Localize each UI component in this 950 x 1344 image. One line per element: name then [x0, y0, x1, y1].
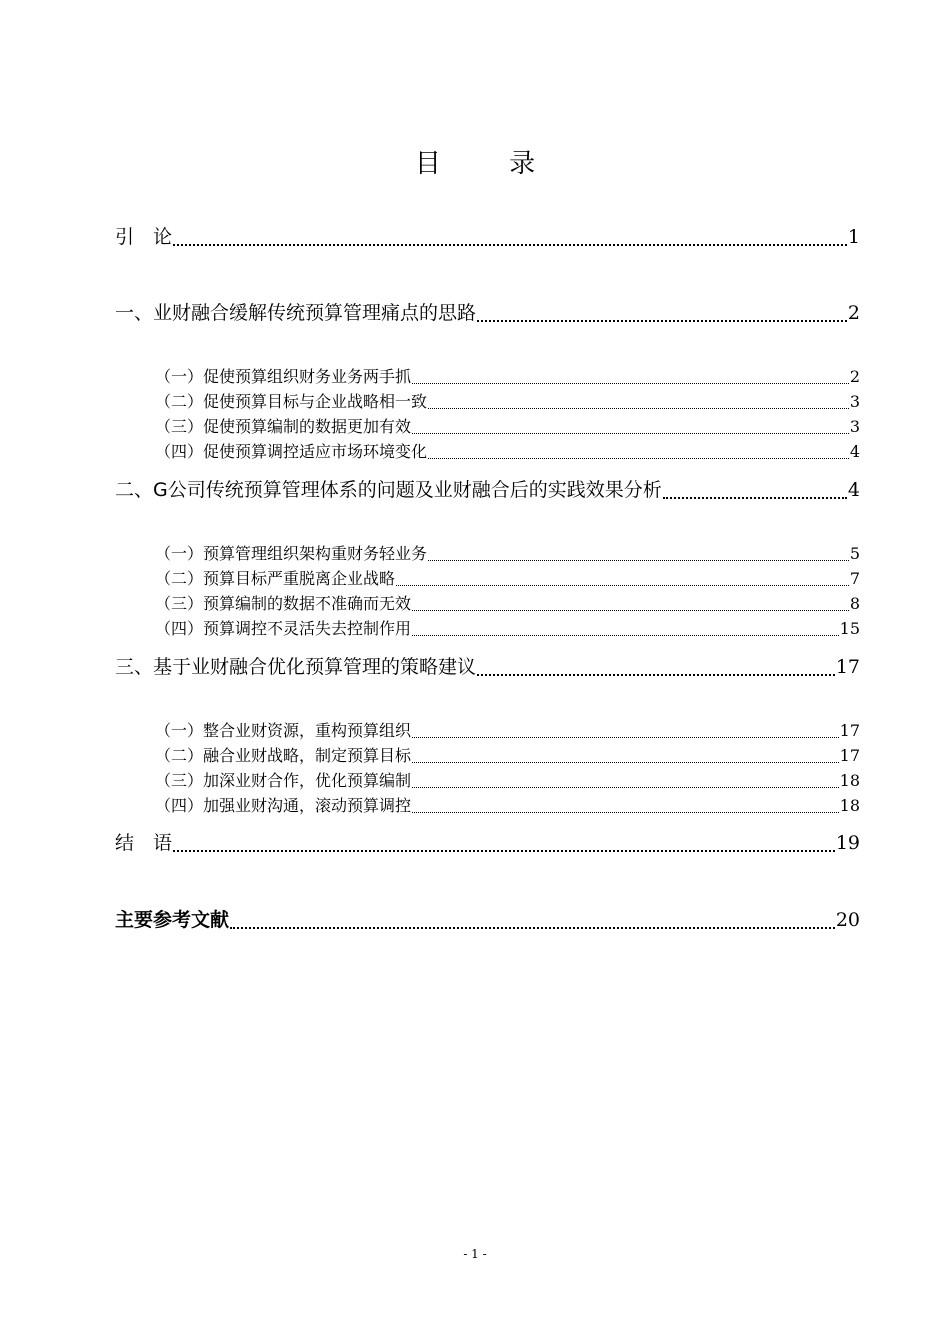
- toc-entry-introduction[interactable]: [115, 222, 860, 252]
- toc-leader-dots: [477, 674, 835, 676]
- toc-leader-dots: [230, 927, 835, 929]
- toc-entry-page: 18: [839, 771, 860, 790]
- toc-entry-label: （二）促使预算目标与企业战略相一致: [155, 392, 428, 411]
- toc-entry-page: 18: [839, 796, 860, 815]
- toc-leader-dots: [412, 737, 839, 738]
- toc-entry-label: （三）促使预算编制的数据更加有效: [155, 417, 412, 436]
- toc-leader-dots: [173, 850, 835, 852]
- toc-entry-section-3-4[interactable]: [115, 794, 860, 818]
- toc-entry-label: （三）加深业财合作，优化预算编制: [155, 771, 412, 790]
- toc-entry-label: （四）加强业财沟通，滚动预算调控: [155, 796, 412, 815]
- toc-title: 目 录: [414, 149, 566, 179]
- toc-entry-page: 15: [839, 619, 860, 638]
- toc-entry-page: 5: [849, 544, 860, 563]
- toc-entry-page: 17: [835, 656, 860, 678]
- toc-entry-label: （一）整合业财资源，重构预算组织: [155, 721, 412, 740]
- toc-leader-dots: [412, 812, 839, 813]
- toc-leader-dots: [173, 244, 847, 246]
- toc-leader-dots: [428, 408, 849, 409]
- toc-entry-label: （三）预算编制的数据不准确而无效: [155, 594, 412, 613]
- toc-entry-chapter-1[interactable]: [115, 298, 860, 328]
- toc-entry-page: 19: [835, 832, 860, 854]
- toc-leader-dots: [428, 458, 849, 459]
- toc-entry-section-2-3[interactable]: [115, 592, 860, 616]
- toc-entry-conclusion[interactable]: [115, 828, 860, 858]
- toc-entry-page: 7: [849, 569, 860, 588]
- toc-entry-label: （四）促使预算调控适应市场环境变化: [155, 442, 428, 461]
- toc-leader-dots: [412, 610, 849, 611]
- toc-leader-dots: [412, 635, 839, 636]
- toc-entry-label: 结 语: [115, 832, 173, 854]
- toc-leader-dots: [396, 585, 849, 586]
- toc-entry-section-2-1[interactable]: [115, 542, 860, 566]
- toc-entry-label: （一）促使预算组织财务业务两手抓: [155, 367, 412, 386]
- toc-entry-label: 主要参考文献: [115, 909, 230, 931]
- toc-entry-page: 4: [847, 479, 860, 501]
- toc-entry-section-2-4[interactable]: [115, 617, 860, 641]
- toc-leader-dots: [412, 787, 839, 788]
- toc-entry-page: 20: [835, 909, 860, 931]
- toc-leader-dots: [412, 383, 849, 384]
- toc-entry-label: 引 论: [115, 226, 173, 248]
- page-number: - 1 -: [463, 1247, 487, 1261]
- toc-entry-page: 17: [839, 721, 860, 740]
- toc-entry-chapter-2[interactable]: [115, 475, 860, 505]
- toc-entry-section-3-2[interactable]: [115, 744, 860, 768]
- toc-entry-page: 8: [849, 594, 860, 613]
- toc-entry-page: 4: [849, 442, 860, 461]
- toc-entry-section-1-4[interactable]: [115, 440, 860, 464]
- toc-leader-dots: [663, 497, 847, 499]
- toc-leader-dots: [428, 560, 849, 561]
- toc-entry-page: 3: [849, 392, 860, 411]
- toc-entry-section-1-1[interactable]: [115, 365, 860, 389]
- toc-entry-label: （二）融合业财战略，制定预算目标: [155, 746, 412, 765]
- toc-leader-dots: [477, 320, 847, 322]
- toc-entry-label: 三、基于业财融合优化预算管理的策略建议: [115, 656, 477, 678]
- toc-entry-label: （四）预算调控不灵活失去控制作用: [155, 619, 412, 638]
- toc-entry-references[interactable]: [115, 905, 860, 935]
- toc-entry-page: 1: [847, 226, 860, 248]
- toc-entry-label: 二、G公司传统预算管理体系的问题及业财融合后的实践效果分析: [115, 479, 662, 501]
- toc-entry-page: 2: [847, 302, 860, 324]
- toc-entry-section-1-2[interactable]: [115, 390, 860, 414]
- toc-entry-label: （一）预算管理组织架构重财务轻业务: [155, 544, 428, 563]
- toc-entry-page: 3: [849, 417, 860, 436]
- toc-entry-label: 一、业财融合缓解传统预算管理痛点的思路: [115, 302, 477, 324]
- toc-leader-dots: [412, 433, 849, 434]
- toc-entry-chapter-3[interactable]: [115, 652, 860, 682]
- toc-entry-section-3-3[interactable]: [115, 769, 860, 793]
- toc-entry-page: 2: [849, 367, 860, 386]
- toc-entry-section-2-2[interactable]: [115, 567, 860, 591]
- toc-leader-dots: [412, 762, 839, 763]
- toc-entry-section-3-1[interactable]: [115, 719, 860, 743]
- toc-entry-page: 17: [839, 746, 860, 765]
- toc-entry-label: （二）预算目标严重脱离企业战略: [155, 569, 396, 588]
- toc-entry-section-1-3[interactable]: [115, 415, 860, 439]
